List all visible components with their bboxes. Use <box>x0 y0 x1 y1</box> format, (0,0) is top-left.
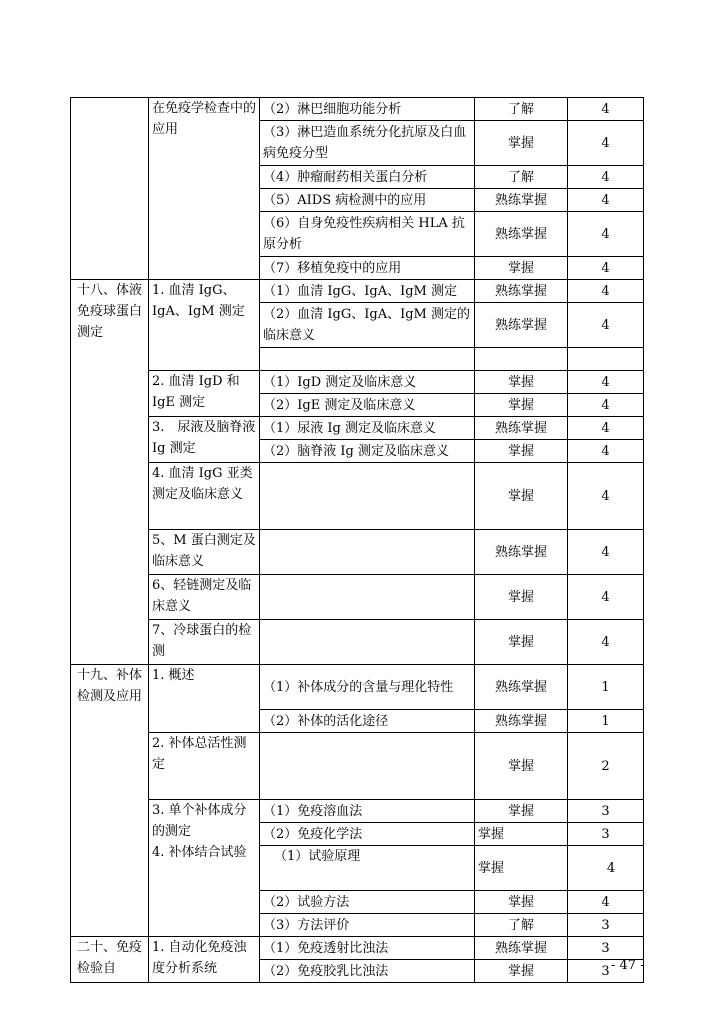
topic-cell-line: 4. 补体结合试验 <box>152 845 247 860</box>
item-cell: （1）尿液 Ig 测定及临床意义 <box>260 417 475 440</box>
hours-cell: 3 <box>568 914 644 937</box>
level-cell: 了解 <box>475 98 568 121</box>
hours-cell: 4 <box>568 280 644 303</box>
table-row <box>71 620 644 665</box>
hours-cell: 1 <box>568 710 644 733</box>
table-row <box>71 733 644 800</box>
hours-cell: 2 <box>568 733 644 800</box>
topic-cell: 3. 尿液及脑脊液 Ig 测定 <box>149 417 260 463</box>
item-cell: （3）方法评价 <box>260 914 475 937</box>
topic-cell-line: 3. 单个补体成分的测定 <box>152 803 247 839</box>
topic-cell: 在免疫学检查中的应用 <box>149 98 260 280</box>
hours-cell: 4 <box>568 257 644 280</box>
hours-cell: 4 <box>568 530 644 575</box>
level-cell: 熟练掌握 <box>475 937 568 960</box>
table-row <box>71 937 644 960</box>
hours-cell: 4 <box>568 166 644 189</box>
table-row <box>71 98 644 121</box>
level-cell: 熟练掌握 <box>475 212 568 257</box>
level-cell: 掌握 <box>475 463 568 530</box>
level-cell: 熟练掌握 <box>475 530 568 575</box>
item-cell: （1）试验原理 <box>260 846 475 891</box>
syllabus-table <box>70 97 644 983</box>
hours-cell: 3 <box>568 823 644 846</box>
item-cell: （6）自身免疫性疾病相关 HLA 抗原分析 <box>260 212 475 257</box>
hours-cell: 4 <box>568 575 644 620</box>
item-cell <box>260 575 475 620</box>
hours-cell: 4 <box>568 121 644 166</box>
item-cell <box>260 348 475 371</box>
hours-cell: 4 <box>568 417 644 440</box>
topic-cell: 1. 自动化免疫浊度分析系统 <box>149 937 260 983</box>
topic-cell: 1. 血清 IgG、IgA、IgM 测定 <box>149 280 260 371</box>
level-cell: 掌握 <box>475 846 568 891</box>
level-cell: 熟练掌握 <box>475 665 568 710</box>
level-cell: 熟练掌握 <box>475 280 568 303</box>
item-cell <box>260 620 475 665</box>
level-cell: 掌握 <box>475 394 568 417</box>
item-cell: （1）血清 IgG、IgA、IgM 测定 <box>260 280 475 303</box>
hours-cell: 1 <box>568 665 644 710</box>
item-cell: （2）脑脊液 Ig 测定及临床意义 <box>260 440 475 463</box>
level-cell: 了解 <box>475 914 568 937</box>
level-cell: 掌握 <box>475 257 568 280</box>
item-cell: （1）免疫溶血法 <box>260 800 475 823</box>
table-row <box>71 800 644 823</box>
topic-cell: 1. 概述 <box>149 665 260 733</box>
level-cell: 熟练掌握 <box>475 303 568 348</box>
item-cell <box>260 530 475 575</box>
level-cell: 掌握 <box>475 121 568 166</box>
topic-cell: 2. 血清 IgD 和 IgE 测定 <box>149 371 260 417</box>
section-cell <box>71 98 149 280</box>
hours-cell: 3 <box>568 937 644 960</box>
level-cell: 熟练掌握 <box>475 189 568 212</box>
item-cell: （2）IgE 测定及临床意义 <box>260 394 475 417</box>
table-row <box>71 280 644 303</box>
level-cell: 掌握 <box>475 440 568 463</box>
item-cell: （2）淋巴细胞功能分析 <box>260 98 475 121</box>
table-row <box>71 463 644 530</box>
level-cell: 掌握 <box>475 733 568 800</box>
page-number: - 47 - <box>611 958 645 973</box>
hours-cell: 3 <box>568 800 644 823</box>
topic-cell: 4. 血清 IgG 亚类测定及临床意义 <box>149 463 260 530</box>
level-cell <box>475 348 568 371</box>
hours-cell: 4 <box>568 98 644 121</box>
topic-cell: 2. 补体总活性测定 <box>149 733 260 800</box>
section-cell: 十八、体液免疫球蛋白测定 <box>71 280 149 665</box>
item-cell: （7）移植免疫中的应用 <box>260 257 475 280</box>
item-cell: （4）肿瘤耐药相关蛋白分析 <box>260 166 475 189</box>
topic-cell: 7、冷球蛋白的检测 <box>149 620 260 665</box>
item-cell: （2）免疫胶乳比浊法 <box>260 960 475 983</box>
hours-cell: 4 <box>568 620 644 665</box>
hours-cell: 4 <box>568 846 644 891</box>
level-cell: 掌握 <box>475 575 568 620</box>
hours-cell: 4 <box>568 212 644 257</box>
hours-cell: 4 <box>568 371 644 394</box>
level-cell: 掌握 <box>475 960 568 983</box>
item-cell: （5）AIDS 病检测中的应用 <box>260 189 475 212</box>
item-cell: （1）补体成分的含量与理化特性 <box>260 665 475 710</box>
table-row <box>71 371 644 394</box>
hours-cell: 4 <box>568 463 644 530</box>
level-cell: 掌握 <box>475 371 568 394</box>
level-cell: 熟练掌握 <box>475 710 568 733</box>
level-cell: 熟练掌握 <box>475 417 568 440</box>
hours-cell: 4 <box>568 891 644 914</box>
table-row <box>71 665 644 710</box>
table-row <box>71 417 644 440</box>
item-cell: （2）试验方法 <box>260 891 475 914</box>
section-cell: 十九、补体检测及应用 <box>71 665 149 937</box>
hours-cell: 4 <box>568 303 644 348</box>
topic-cell: 5、M 蛋白测定及临床意义 <box>149 530 260 575</box>
level-cell: 掌握 <box>475 891 568 914</box>
section-cell: 二十、免疫检验自 <box>71 937 149 983</box>
item-cell: （2）血清 IgG、IgA、IgM 测定的临床意义 <box>260 303 475 348</box>
item-cell <box>260 463 475 530</box>
item-cell: （3）淋巴造血系统分化抗原及白血病免疫分型 <box>260 121 475 166</box>
hours-cell <box>568 348 644 371</box>
topic-cell <box>149 800 260 937</box>
level-cell: 了解 <box>475 166 568 189</box>
level-cell: 掌握 <box>475 800 568 823</box>
item-cell: （1）免疫透射比浊法 <box>260 937 475 960</box>
item-cell: （2）免疫化学法 <box>260 823 475 846</box>
table-row <box>71 575 644 620</box>
hours-cell: 4 <box>568 440 644 463</box>
table-row <box>71 530 644 575</box>
hours-cell: 4 <box>568 189 644 212</box>
level-cell: 掌握 <box>475 823 568 846</box>
hours-cell: 3 <box>568 960 644 983</box>
item-cell <box>260 733 475 800</box>
topic-cell: 6、轻链测定及临床意义 <box>149 575 260 620</box>
hours-cell: 4 <box>568 394 644 417</box>
level-cell: 掌握 <box>475 620 568 665</box>
item-cell: （2）补体的活化途径 <box>260 710 475 733</box>
item-cell: （1）IgD 测定及临床意义 <box>260 371 475 394</box>
